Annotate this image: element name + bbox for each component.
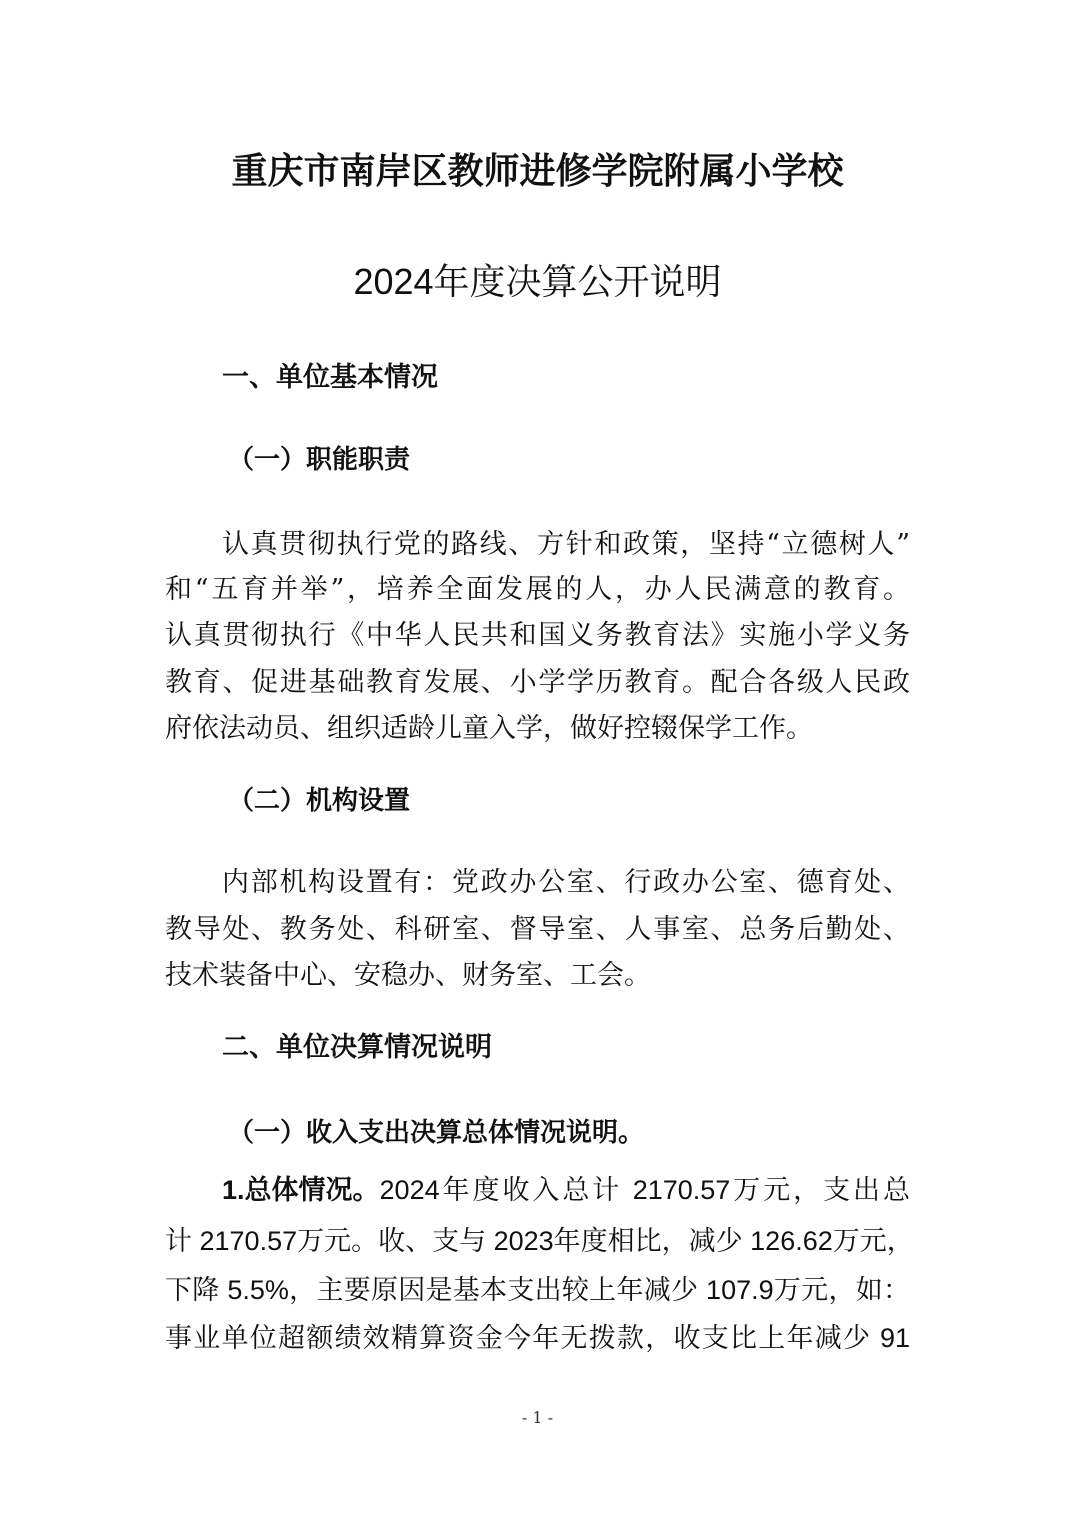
- paragraph-lead: 1.总体情况。: [222, 1175, 380, 1205]
- section2-sub1-heading: （一）收入支出决算总体情况说明。: [228, 1118, 645, 1148]
- paragraph-line-text: 2024年度收入总计 2170.57万元，支出总: [379, 1175, 910, 1205]
- paragraph-line: 和“五育并举”，培养全面发展的人，办人民满意的教育。: [165, 574, 910, 605]
- paragraph-line: 技术装备中心、安稳办、财务室、工会。: [165, 960, 651, 991]
- paragraph-line: 认真贯彻执行《中华人民共和国义务教育法》实施小学义务: [165, 620, 910, 651]
- paragraph-line: 事业单位超额绩效精算资金今年无拨款，收支比上年减少 91: [165, 1323, 910, 1353]
- paragraph-line: 府依法动员、组织适龄儿童入学，做好控辍保学工作。: [165, 713, 813, 744]
- paragraph-line: 计 2170.57万元。收、支与 2023年度相比，减少 126.62万元，: [165, 1226, 914, 1256]
- paragraph-line: 下降 5.5%，主要原因是基本支出较上年减少 107.9万元，如：: [165, 1275, 910, 1305]
- paragraph-line: 认真贯彻执行党的路线、方针和政策，坚持“立德树人”: [222, 529, 910, 560]
- paragraph-line: [222, 1172, 910, 1208]
- paragraph-line: 教育、促进基础教育发展、小学学历教育。配合各级人民政: [165, 667, 910, 698]
- paragraph-line: 内部机构设置有：党政办公室、行政办公室、德育处、: [222, 867, 910, 898]
- document-title-line2: 2024年度决算公开说明: [353, 261, 722, 302]
- section2-heading: 二、单位决算情况说明: [222, 1032, 492, 1063]
- document-title-line1: 重庆市南岸区教师进修学院附属小学校: [231, 151, 844, 192]
- page-number: - 1 -: [521, 1408, 554, 1427]
- section1-sub2-heading: （二）机构设置: [228, 786, 411, 816]
- paragraph-line: 教导处、教务处、科研室、督导室、人事室、总务后勤处、: [165, 914, 910, 945]
- section1-heading: 一、单位基本情况: [222, 362, 438, 393]
- section1-sub1-heading: （一）职能职责: [228, 445, 411, 475]
